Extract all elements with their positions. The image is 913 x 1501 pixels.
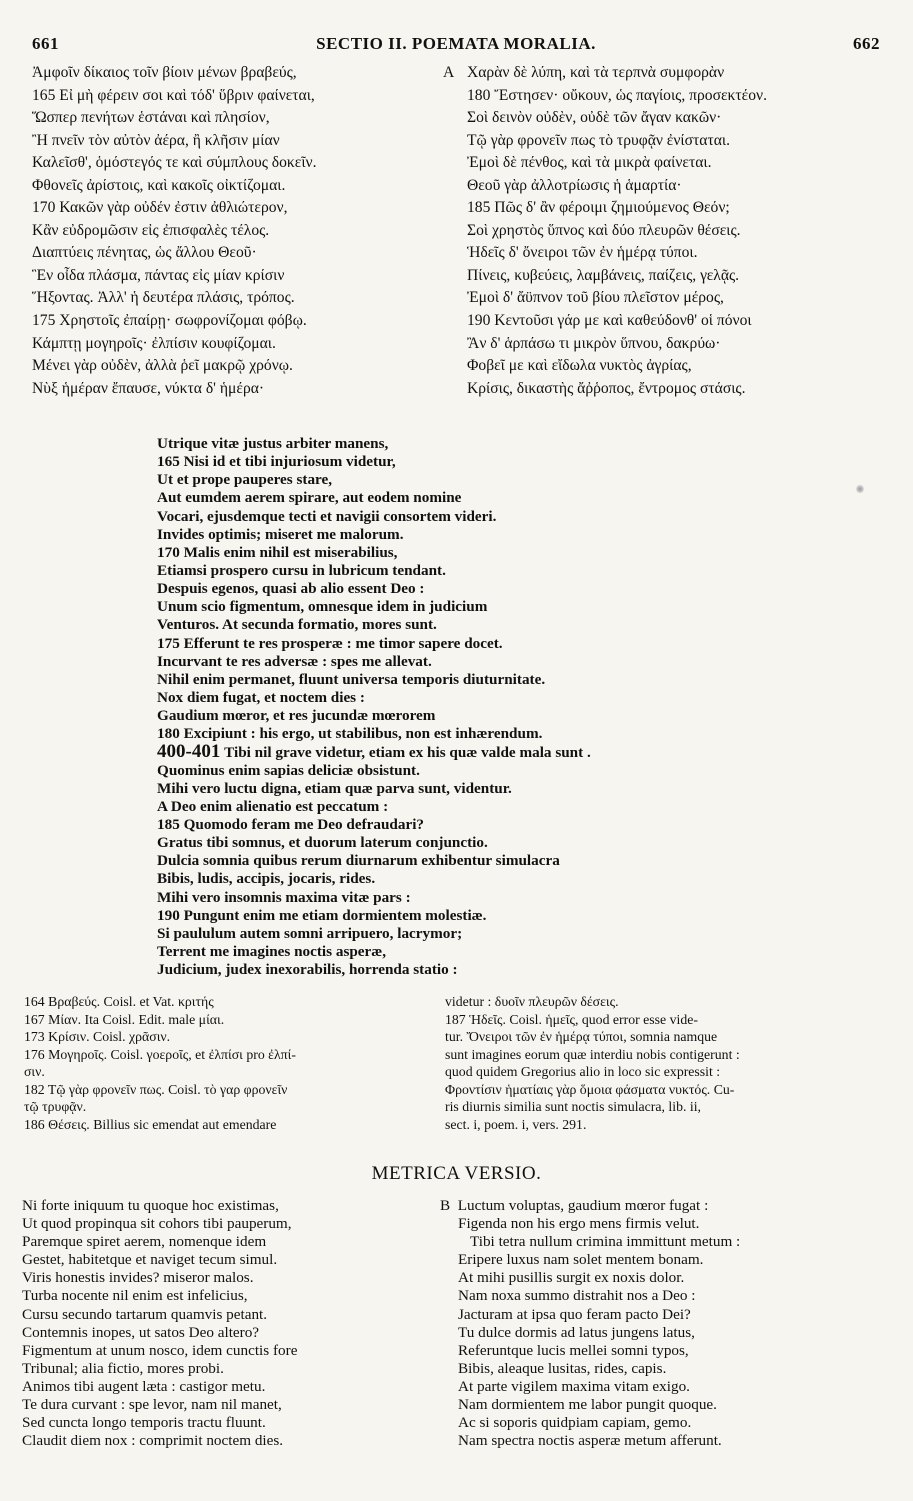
latin-line: Terrent me imagines noctis asperæ, [157,942,387,960]
latin-line: Dulcia somnia quibus rerum diurnarum exhibentur simulacra [157,852,560,870]
footnote-line: videtur : δυοῖν πλευρῶν δέσεις. [445,994,619,1009]
verse-line: Ac si soporis quidpiam capiam, gemo. [458,1414,692,1432]
greek-line: Κάμπτῃ μογηροῖς· ἐλπίσιν κουφίζομαι. [32,334,276,352]
greek-line: 165 Εἰ μὴ φέρειν σοι καὶ τόδ' ὕβριν φαίνεται, [32,86,315,104]
footnote-line: σιν. [24,1064,45,1079]
verse-line: Ut quod propinqua sit cohors tibi pauperum, [22,1215,292,1233]
verse-line: Luctum voluptas, gaudium mœror fugat : [457,1197,709,1214]
greek-line: 180 Ἔστησεν· οὔκουν, ὡς παγίοις, προσεκτέον. [467,86,767,104]
verse-line: Nam noxa summo distrahit nos a Deo : [458,1287,696,1305]
greek-line: Ἢ πνεῖν τὸν αὐτὸν ἀέρα, ἢ κλῆσιν μίαν [32,131,280,149]
latin-line: Nox diem fugat, et noctem dies : [157,688,365,706]
footnotes-left [24,993,434,1133]
verse-line: Figmentum at unum nosco, idem cunctis fore [22,1341,298,1359]
latin-line: 175 Efferunt te res prosperæ : me timor sapere docet. [157,634,503,652]
latin-line: Mihi vero insomnis maxima vitæ pars : [157,888,411,906]
latin-line: Mihi vero luctu digna, etiam quæ parva sunt, videntur. [157,779,512,797]
latin-line: 180 Excipiunt : his ergo, ut stabilibus, non est inhærendum. [157,725,543,743]
verse-line: Tibi tetra nullum crimina immittunt metum : [470,1233,741,1251]
latin-line: Despuis egenos, quasi ab alio essent Deo : [157,580,425,598]
footnote-line: sect. i, poem. i, vers. 291. [445,1116,587,1132]
greek-line: Διαπτύεις πένητας, ὡς ἄλλου Θεοῦ· [32,244,257,262]
verse-line: Te dura curvant : spe levor, nam nil manet, [22,1396,282,1414]
greek-line: 170 Κακῶν γὰρ οὐδέν ἐστιν ἀθλιώτερον, [32,199,288,217]
latin-line: Gratus tibi somnus, et duorum laterum conjunctio. [157,834,488,852]
greek-line: Ἡδεῖς δ' ὄνειροι τῶν ἐν ἡμέρᾳ τύποι. [467,244,698,262]
verse-line: Claudit diem nox : comprimit noctem dies. [22,1432,284,1450]
latin-translation [157,435,757,979]
greek-line: Μένει γὰρ οὐδὲν, ἀλλὰ ῥεῖ μακρῷ χρόνῳ. [32,357,293,375]
footnote-line: 182 Τῷ γὰρ φρονεῖν πως. Coisl. τὸ γαρ φρονεῖν [24,1081,288,1097]
verse-line: Cursu secundo tartarum quamvis petant. [22,1305,268,1323]
greek-line: Ἐμοὶ δ' ἄϋπνον τοῦ βίου πλεῖστον μέρος, [467,289,724,307]
greek-line: Πίνεις, κυβεύεις, λαμβάνεις, παίζεις, γελᾷς. [467,266,740,284]
greek-line: Κἂν εὐδρομῶσιν εἰς ἐπισφαλὲς τέλος. [32,221,270,239]
metrica-versio-heading: METRICA VERSIO. [371,1163,542,1184]
latin-line: Incurvant te res adversæ : spes me allevat. [157,652,432,670]
footnote-line: ris diurnis similia sunt noctis simulacra, lib. ii, [445,1099,701,1114]
latin-line: Utrique vitæ justus arbiter manens, [157,435,389,452]
verse-line: Paremque spiret aerem, nomenque idem [22,1233,267,1251]
page-number-left: 661 [32,34,59,53]
latin-line: Aut eumdem aerem spirare, aut eodem nomine [157,489,462,507]
verse-line: Jacturam at ipsa quo feram pacto Dei? [458,1305,691,1323]
page-number-right: 662 [853,34,880,53]
latin-line: 190 Pungunt enim me etiam dormientem molestiæ. [157,906,487,924]
latin-line: Invides optimis; miseret me malorum. [157,525,404,543]
greek-line: Ἀμφοῖν δίκαιος τοῖν βίοιν μένων βραβεύς, [32,64,297,81]
footnote-line: Φροντίσιν ἡματίαις γὰρ ὅμοια φάσματα νυκτός. Cu- [445,1081,735,1097]
footnote-line: 164 Βραβεύς. Coisl. et Vat. κριτής [24,994,214,1009]
greek-line: 175 Χρηστοῖς ἐπαίρῃ· σωφρονίζομαι φόβῳ. [32,312,307,330]
greek-line: 185 Πῶς δ' ἂν φέροιμι ζημιούμενος Θεόν; [467,199,730,217]
latin-line-with-marginal [157,743,757,761]
ink-smudge [856,484,864,494]
verse-line: Animos tibi augent læta : castigor metu. [22,1377,266,1395]
verse-line: Referuntque lucis mellei somni typos, [458,1341,689,1359]
latin-line: Nihil enim permanet, fluunt universa temporis diuturnitate. [157,670,546,688]
verse-line: Turba nocente nil enim est infelicius, [22,1287,248,1305]
greek-line: Σοὶ δεινὸν οὐδὲν, οὐδὲ τῶν ἄγαν κακῶν· [467,109,722,127]
verse-line: Contemnis inopes, ut satos Deo altero? [22,1323,260,1341]
greek-line: Κρίσις, δικαστὴς ἄῤῥοπος, ἔντρομος στάσις. [467,379,746,397]
greek-line: Φοβεῖ με καὶ εἴδωλα νυκτὸς ἀγρίας, [467,357,692,375]
greek-line: Νὺξ ἡμέραν ἔπαυσε, νύκτα δ' ἡμέρα· [32,379,265,397]
greek-line: 190 Κεντοῦσι γάρ με καὶ καθεύδονθ' οἱ πόνοι [467,312,752,330]
latin-line: Unum scio figmentum, omnesque idem in judicium [157,598,488,616]
latin-line: 185 Quomodo feram me Deo defraudari? [157,815,425,833]
latin-line: Tibi nil grave videtur, etiam ex his quæ valde mala sunt . [224,744,591,762]
greek-text-right-column [443,62,883,400]
latin-line: Gaudium mœror, et res jucundæ mœrorem [157,707,436,725]
latin-line: Si paululum autem somni arripuero, lacrymor; [157,924,463,942]
latin-line: Quominus enim sapias deliciæ obsistunt. [157,761,420,779]
footnote-line: quod quidem Gregorius alio in loco sic expressit : [445,1064,721,1079]
verse-line: Tribunal; alia fictio, mores probi. [22,1359,224,1377]
greek-line: Χαρὰν δὲ λύπη, καὶ τὰ τερπνὰ συμφορὰν [467,64,725,81]
greek-line: Ἥξοντας. Ἀλλ' ἡ δευτέρα πλάσις, τρόπος. [32,289,295,307]
footnote-line: 187 Ἡδεῖς. Coisl. ἡμεῖς, quod error esse vide- [445,1011,698,1027]
section-title: SECTIO II. POEMATA MORALIA. [316,34,596,53]
latin-line: Judicium, judex inexorabilis, horrenda statio : [157,961,458,979]
footnote-line: 176 Μογηροῖς. Coisl. γοεροῖς, et ἐλπίσι pro ἐλπί- [24,1046,296,1062]
metrica-right-column [440,1197,880,1450]
metrica-left-column [22,1197,432,1450]
verse-line: Figenda non his ergo mens firmis velut. [458,1215,700,1233]
footnote-line: 173 Κρίσιν. Coisl. χρᾶσιν. [24,1029,171,1044]
greek-text-left-column [32,62,432,400]
verse-line: Viris honestis invides? miseror malos. [22,1269,254,1287]
verse-line: At mihi pusillis surgit ex noxis dolor. [458,1269,685,1287]
marginal-column-number: 400-401 [157,743,221,762]
verse-line-with-marker [440,1197,880,1215]
verse-line: Gestet, habitetque et naviget tecum simul. [22,1251,278,1269]
latin-line: Ut et prope pauperes stare, [157,471,333,489]
running-header [32,34,880,56]
column-marker-b: B [440,1197,451,1214]
verse-line: Ni forte iniquum tu quoque hoc existimas, [22,1197,279,1214]
verse-line: Nam dormientem me labor pungit quoque. [458,1396,717,1414]
footnotes-right [445,993,885,1133]
greek-line: Ὥσπερ πενήτων ἑστάναι καὶ πλησίον, [32,109,270,127]
footnote-line: τῷ τρυφᾷν. [24,1099,87,1114]
verse-line: Sed cuncta longo temporis tractu fluunt. [22,1414,266,1432]
latin-line: Venturos. At secunda formatio, mores sunt. [157,616,437,634]
latin-line: Bibis, ludis, accipis, jocaris, rides. [157,870,376,888]
footnote-line: 167 Μίαν. Ita Coisl. Edit. male μίαι. [24,1011,225,1027]
verse-line: At parte vigilem maxima vitam exigo. [458,1377,690,1395]
greek-line: Καλεῖσθ', ὁμόστεγός τε καὶ σύμπλους δοκεῖν. [32,154,317,172]
greek-line: Θεοῦ γὰρ ἀλλοτρίωσις ἡ ἁμαρτία· [467,176,682,194]
footnote-line: tur. Ὄνειροι τῶν ἐν ἡμέρᾳ τύποι, somnia namque [445,1029,718,1044]
latin-line: Etiamsi prospero cursu in lubricum tendant. [157,561,446,579]
latin-line: A Deo enim alienatio est peccatum : [157,797,389,815]
footnote-line: 186 Θέσεις. Billius sic emendat aut emendare [24,1116,277,1132]
verse-line: Tu dulce dormis ad latus jungens latus, [458,1323,695,1341]
greek-line: Τῷ γὰρ φρονεῖν πως τὸ τρυφᾷν ἐνίσταται. [467,131,730,149]
greek-line: Φθονεῖς ἀρίστοις, καὶ κακοῖς οἰκτίζομαι. [32,176,286,194]
greek-line: Ἂν δ' ἁρπάσω τι μικρὸν ὕπνου, δακρύω· [467,334,721,352]
greek-line: Σοὶ χρηστὸς ὕπνος καὶ δύο πλευρῶν θέσεις. [467,221,741,239]
latin-line: 165 Nisi id et tibi injuriosum videtur, [157,453,396,471]
verse-line: Eripere luxus nam solet mentem bonam. [458,1251,704,1269]
latin-line: Vocari, ejusdemque tecti et navigii consortem videri. [157,507,497,525]
verse-line: Bibis, aleaque lusitas, rides, capis. [458,1359,667,1377]
footnote-line: sunt imagines eorum quæ interdiu nobis contigerunt : [445,1046,740,1062]
latin-line: 170 Malis enim nihil est miserabilius, [157,543,398,561]
column-marker-a: A [443,64,455,81]
greek-line: Ἐμοὶ δὲ πένθος, καὶ τὰ μικρὰ φαίνεται. [467,154,712,172]
greek-line: Ἓν οἶδα πλάσμα, πάντας εἰς μίαν κρίσιν [32,266,285,284]
verse-line: Nam spectra noctis asperæ metum afferunt. [458,1432,722,1450]
